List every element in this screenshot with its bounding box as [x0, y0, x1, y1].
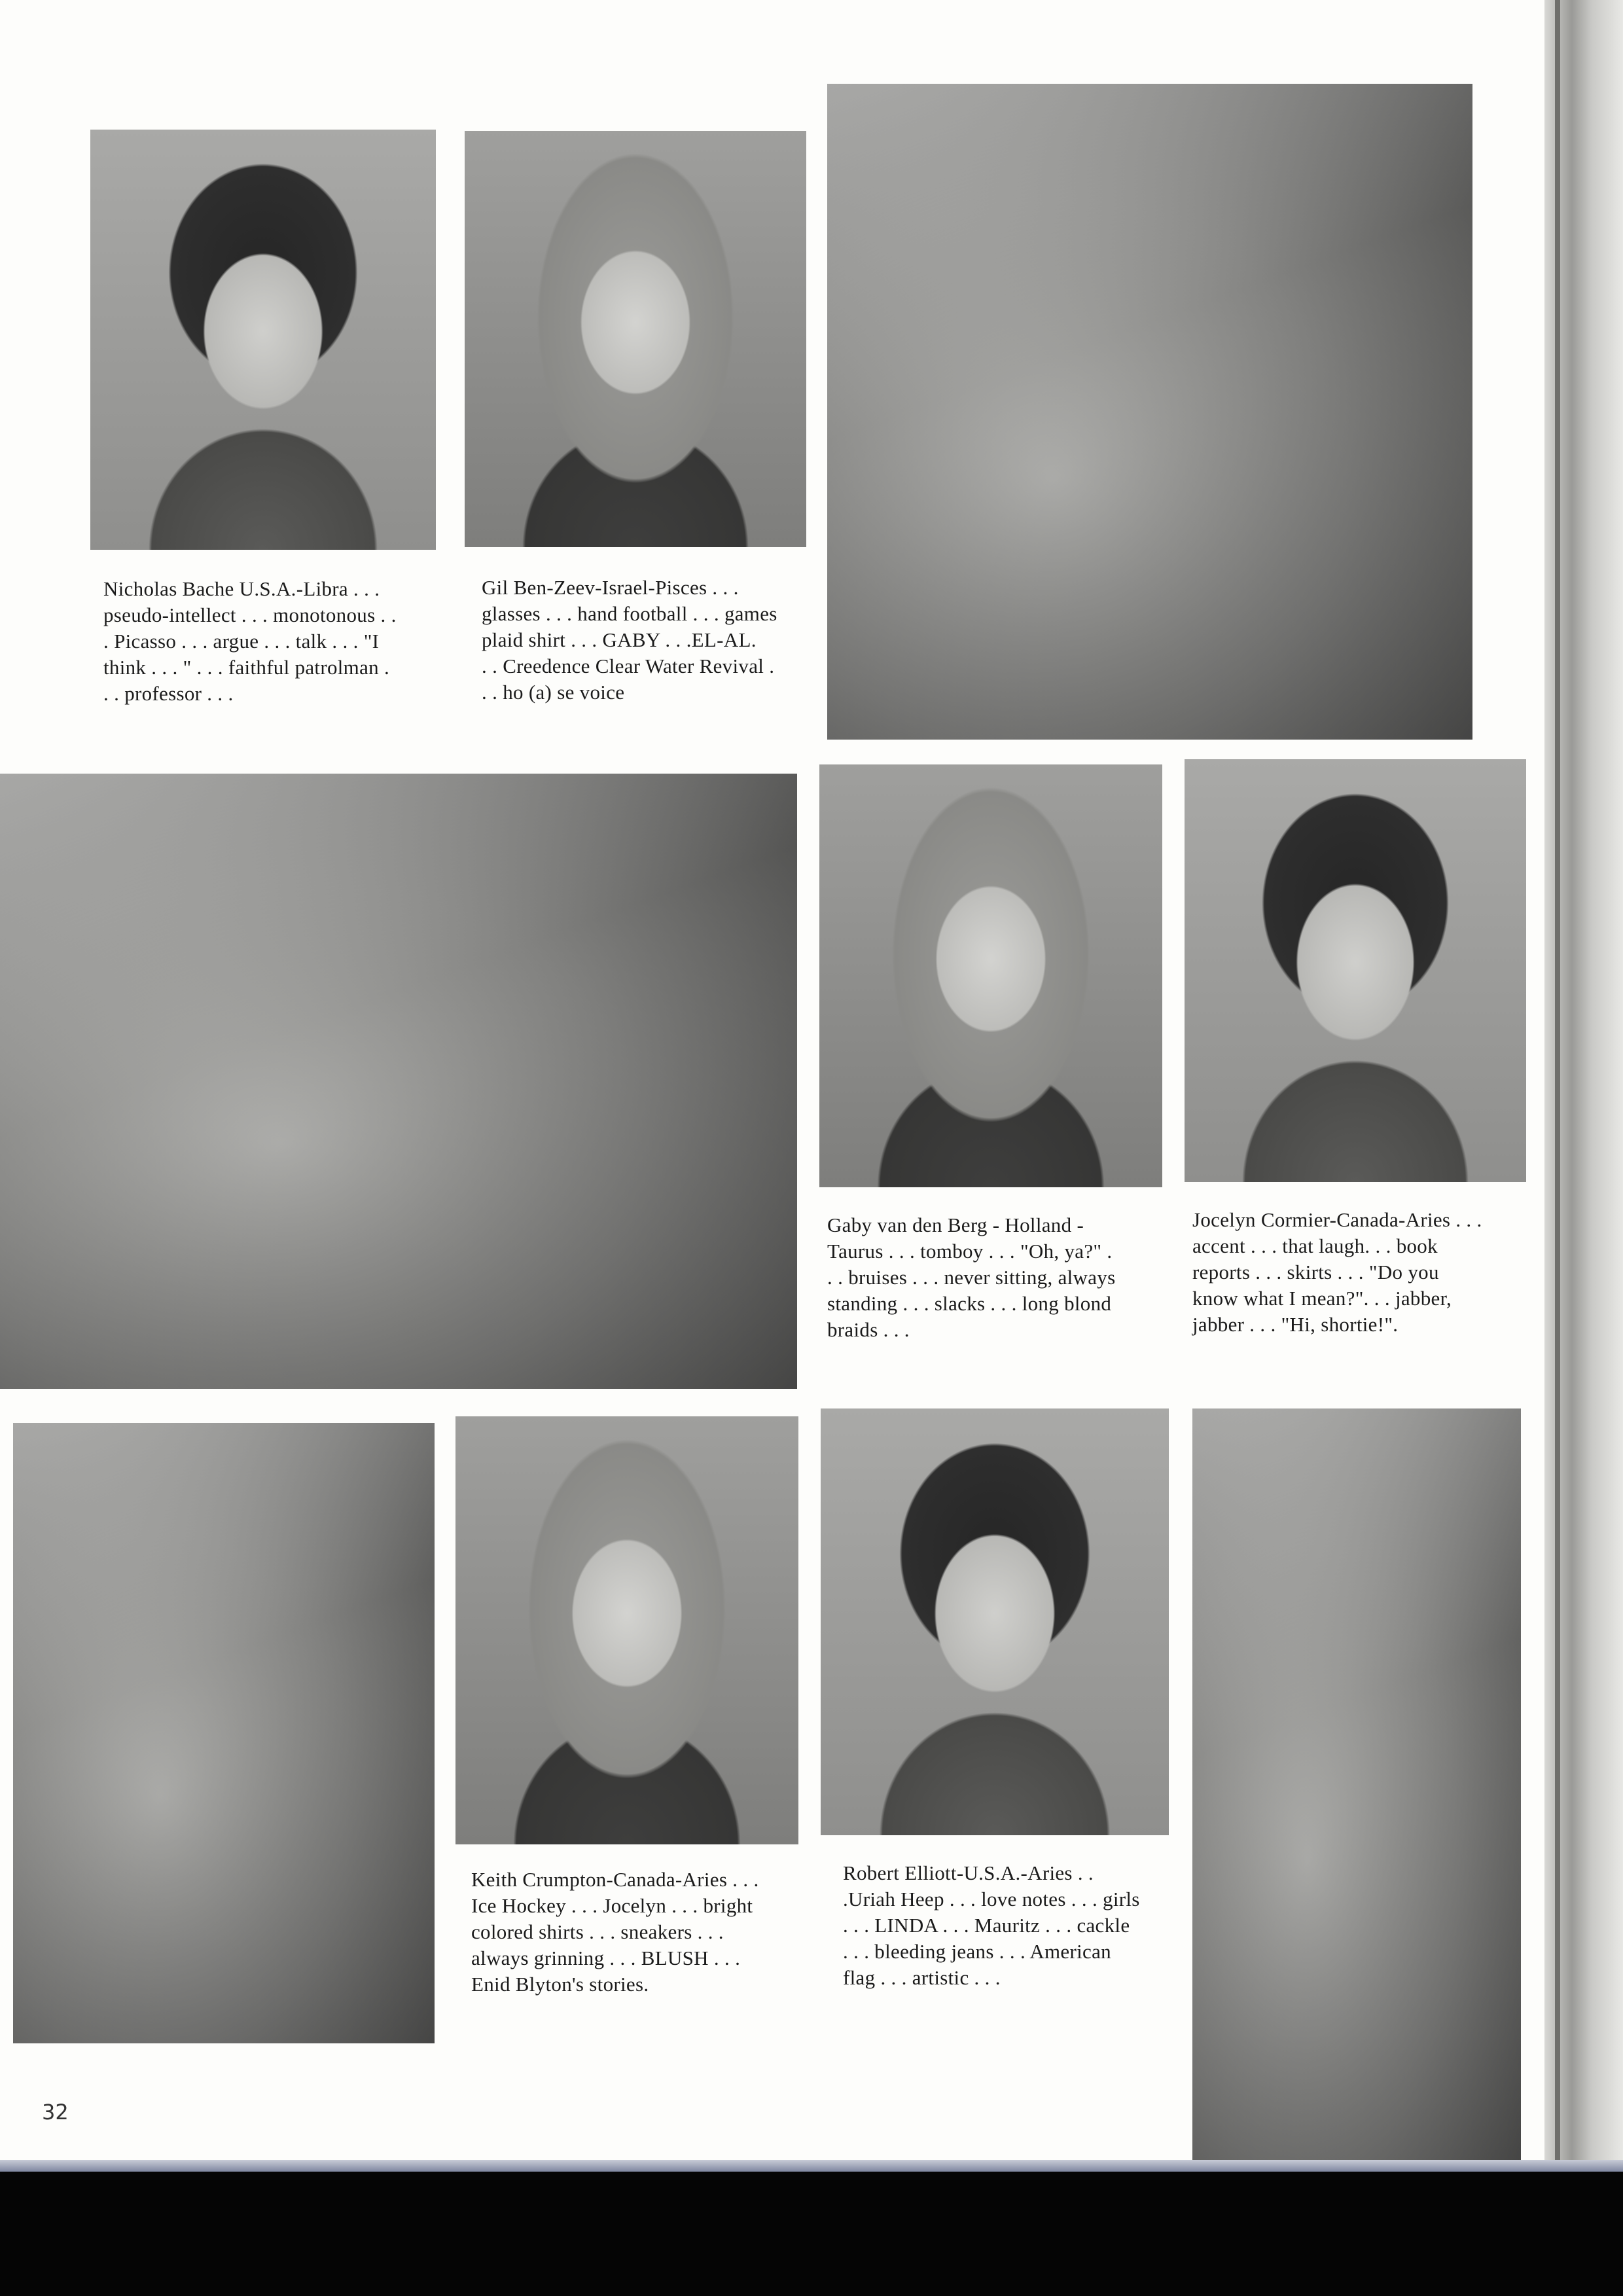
caption-line: pseudo-intellect . . . monotonous . . [103, 603, 397, 626]
caption-line: flag . . . artistic . . . [843, 1966, 1001, 1989]
caption-gaby-van-den-berg [827, 1212, 1115, 1343]
caption-line: . . bruises . . . never sitting, always [827, 1266, 1116, 1289]
caption-line: glasses . . . hand football . . . games [482, 602, 777, 625]
caption-robert-elliott [843, 1860, 1140, 1991]
caption-line: . . professor . . . [103, 682, 234, 705]
caption-line: colored shirts . . . sneakers . . . [471, 1920, 724, 1943]
caption-line: think . . . " . . . faithful patrolman . [103, 656, 390, 679]
caption-line: plaid shirt . . . GABY . . .EL-AL. [482, 628, 757, 651]
caption-jocelyn-cormier [1192, 1207, 1482, 1338]
photo-candid-girl-at-board [1192, 1408, 1521, 2160]
photo-gil-ben-zeev [465, 131, 806, 547]
caption-line: .Uriah Heep . . . love notes . . . girls [843, 1888, 1140, 1910]
caption-line: reports . . . skirts . . . "Do you [1192, 1261, 1439, 1283]
photo-student-writing [13, 1423, 435, 2043]
caption-line: . . . LINDA . . . Mauritz . . . cackle [843, 1914, 1130, 1937]
caption-line: Gil Ben-Zeev-Israel-Pisces . . . [482, 576, 739, 599]
caption-line: Keith Crumpton-Canada-Aries . . . [471, 1868, 759, 1891]
caption-line: Gaby van den Berg - Holland - [827, 1213, 1084, 1236]
caption-line: know what I mean?". . . jabber, [1192, 1287, 1452, 1310]
caption-line: Enid Blyton's stories. [471, 1973, 649, 1996]
caption-line: standing . . . slacks . . . long blond [827, 1292, 1112, 1315]
caption-keith-crumpton [471, 1867, 759, 1998]
caption-line: . . . bleeding jeans . . . American [843, 1940, 1111, 1963]
caption-line: always grinning . . . BLUSH . . . [471, 1946, 741, 1969]
caption-line: . . ho (a) se voice [482, 681, 625, 704]
photo-nicholas-bache [90, 130, 436, 550]
photo-gaby-van-den-berg [819, 764, 1162, 1187]
caption-line: jabber . . . "Hi, shortie!". [1192, 1313, 1399, 1336]
caption-line: . Picasso . . . argue . . . talk . . . "I [103, 630, 380, 653]
caption-line: Taurus . . . tomboy . . . "Oh, ya?" . [827, 1240, 1113, 1263]
photo-candid-boy-with-book [827, 84, 1472, 740]
page-number: 32 [42, 2100, 69, 2125]
caption-nicholas-bache [103, 576, 397, 707]
caption-line: Ice Hockey . . . Jocelyn . . . bright [471, 1894, 753, 1917]
photo-robert-elliott [821, 1408, 1169, 1835]
caption-line: Jocelyn Cormier-Canada-Aries . . . [1192, 1208, 1482, 1231]
caption-line: . . Creedence Clear Water Revival . [482, 655, 775, 677]
book-spine-edge [1555, 0, 1560, 2160]
scan-background [0, 2172, 1623, 2296]
caption-line: Nicholas Bache U.S.A.-Libra . . . [103, 577, 380, 600]
photo-keith-crumpton [455, 1416, 798, 1844]
photo-classroom-group [0, 774, 797, 1389]
photo-jocelyn-cormier [1185, 759, 1526, 1182]
caption-line: accent . . . that laugh. . . book [1192, 1234, 1438, 1257]
caption-gil-ben-zeev [482, 575, 777, 706]
caption-line: braids . . . [827, 1318, 910, 1341]
caption-line: Robert Elliott-U.S.A.-Aries . . [843, 1861, 1094, 1884]
